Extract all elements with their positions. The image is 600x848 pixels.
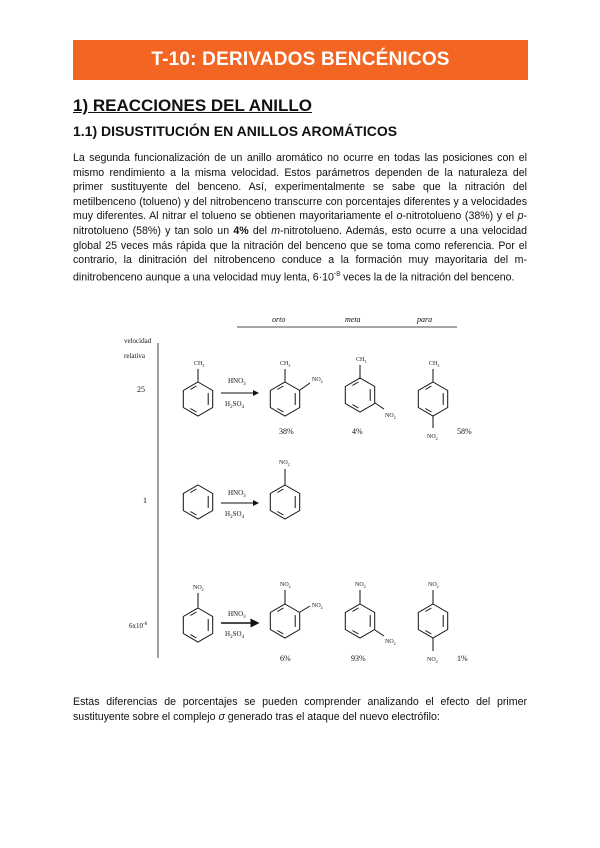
col-para: para [417, 315, 433, 324]
page-title: T-10: DERIVADOS BENCÉNICOS [73, 40, 528, 80]
pct-meta-nitro: 93% [351, 654, 366, 663]
toluene-molecule [183, 361, 212, 416]
nitration-figure [112, 303, 482, 673]
m-nitrotoluene [345, 357, 395, 420]
svg-text:H2SO4: $H_2SO_4$ [225, 630, 245, 640]
o-nitrotoluene [270, 361, 322, 416]
pct-orto-nitro: 6% [280, 654, 291, 663]
svg-text:NO2: $NO_2$ [355, 582, 366, 589]
svg-text:HNO3: $HNO_3$ [228, 610, 246, 620]
svg-text:NO2: $NO_2$ [428, 582, 439, 589]
nitrobenzene-product [270, 460, 299, 519]
pct-para-toluene: 58% [457, 427, 472, 436]
benzene-molecule [183, 485, 212, 519]
pct-para-nitro: 1% [457, 654, 468, 663]
rate-toluene: 25 [137, 385, 145, 394]
rate-label-2: relativa [124, 352, 145, 360]
subsection-heading: 1.1) DISUSTITUCIÓN EN ANILLOS AROMÁTICOS [73, 123, 398, 139]
p-dinitrobenzene [418, 582, 447, 664]
m-dinitrobenzene [345, 582, 395, 646]
p-nitrotoluene [418, 361, 447, 441]
reagents-row3 [221, 610, 258, 640]
svg-text:HNO3: $HNO_3$ [228, 489, 246, 499]
svg-text:NO2: $NO_2$ [312, 603, 323, 610]
svg-text:NO2: $NO_2$ [193, 585, 204, 592]
svg-text:CH3: $CH_3$ [429, 361, 440, 368]
svg-text:NO2: $NO_2$ [427, 657, 438, 664]
rate-benzene: 1 [143, 496, 147, 505]
pct-meta-toluene: 4% [352, 427, 363, 436]
svg-text:CH3: $CH_3$ [280, 361, 291, 368]
section-heading: 1) REACCIONES DEL ANILLO [73, 96, 312, 115]
rate-nitro: $6x10^{-8}$ [129, 622, 148, 630]
closing-paragraph: Estas diferencias de porcentajes se pueden comprender analizando el efecto del primer sustituyente sobre el complejo σ generado tras el ataque del nuevo electrófilo: [73, 696, 527, 723]
svg-text:CH3: $CH_3$ [356, 357, 367, 364]
reagents-row1 [221, 377, 258, 410]
svg-text:NO2: $NO_2$ [280, 582, 291, 589]
svg-text:NO2: $NO_2$ [312, 377, 323, 384]
nitrobenzene-molecule [183, 585, 212, 642]
rate-label-1: velocidad [124, 337, 152, 345]
svg-text:NO2: $NO_2$ [279, 460, 290, 467]
pct-orto-toluene: 38% [279, 427, 294, 436]
o-dinitrobenzene [270, 582, 322, 638]
svg-text:H2SO4: $H_2SO_4$ [225, 510, 245, 520]
reagents-row2 [221, 489, 258, 520]
svg-text:NO2: $NO_2$ [385, 639, 396, 646]
intro-paragraph: La segunda funcionalización de un anillo aromático no ocurre en todas las posiciones con el mismo rendimiento a la misma velocidad. Estos parámetros dependen de la naturaleza del primer sustituyente del benceno. Así, experimentalmente se sabe que la nitración del metilbenceno (tolueno) y del nitrobenceno transcurre con porcentajes diferentes y a velocidades muy diferentes. Al nitrar el tolueno se obtienen mayoritariamente el o-nitrotolueno (38%) y el p-nitrotolueno (58%) y tan solo un 4% del m-nitrotolueno. Además, esto ocurre a una velocidad global 25 veces más rápida que la nitración del benceno que se toma como referencia. Por el contrario, la dinitración del nitrobenceno conduce a la formación muy mayoritaria del m-dinitrobenceno aunque a una velocidad muy lenta, $6\cdot 10^{-8}$ veces la de la nitración del benceno. [73, 152, 527, 284]
col-orto: orto [272, 315, 286, 324]
svg-text:CH3: $CH_3$ [194, 361, 205, 368]
svg-text:HNO3: $HNO_3$ [228, 377, 246, 387]
svg-text:NO2: $NO_2$ [427, 434, 438, 441]
svg-text:H2SO4: $H_2SO_4$ [225, 400, 245, 410]
col-meta: meta [345, 315, 361, 324]
svg-text:NO2: $NO_2$ [385, 413, 396, 420]
